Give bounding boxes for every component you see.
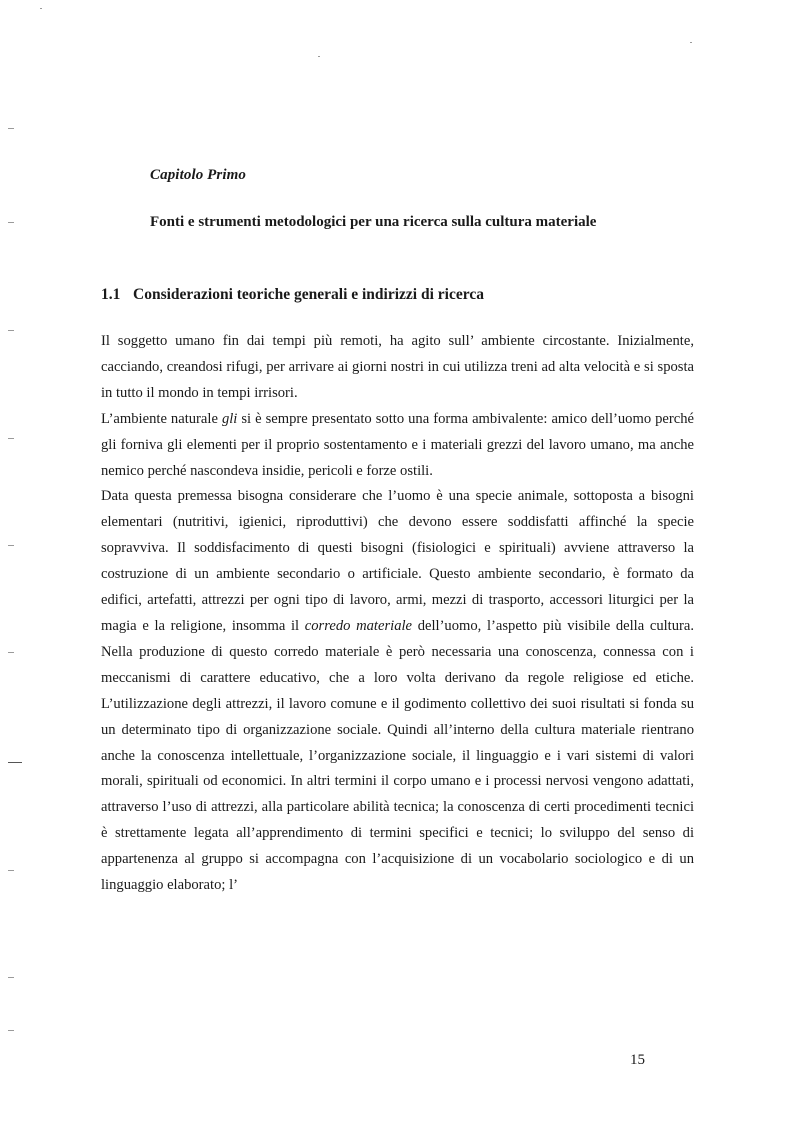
scan-mark [8, 977, 14, 978]
scan-mark [690, 42, 692, 43]
text-segment: si è sempre presentato sotto una forma ambivalente: amico dell’uomo perché gli forniva gli elementi per il proprio sostentamento e i materiali grezzi del lavoro umano, ma anche nemico perché nascondeva insidie, pericoli e forze ostili. [101, 410, 695, 479]
body-text [101, 329, 694, 899]
scan-mark [8, 330, 14, 331]
scan-mark [8, 652, 14, 653]
text-segment: Data questa premessa bisogna considerare che l’uomo è una specie animale, sottoposta a bisogni elementari (nutritivi, igienici, riproduttivi) che devono essere soddisfatti affinché la specie sopravviva. Il soddisfacimento di questi bisogni (fisiologici e spirituali) avviene attraverso la costruzione di un ambiente secondario o artificiale. Questo ambiente secondario, è formato da edifici, artefatti, attrezzi per ogni tipo di lavoro, armi, mezzi di trasporto, accessori liturgici per la magia e la religione, insomma il [101, 488, 694, 634]
paragraph [101, 407, 694, 485]
section-number: 1.1 [101, 286, 121, 303]
scan-mark [40, 8, 42, 9]
scan-mark [8, 438, 14, 439]
chapter-title: Fonti e strumenti metodologici per una ricerca sulla cultura materiale [150, 214, 597, 230]
text-segment: L’ambiente naturale [101, 410, 222, 427]
scan-mark [8, 545, 14, 546]
scan-mark [8, 762, 22, 763]
chapter-label: Capitolo Primo [150, 167, 246, 183]
scan-mark [8, 1030, 14, 1031]
italic-segment: gli [221, 410, 238, 427]
scan-mark [318, 56, 320, 57]
page-number: 15 [630, 1052, 645, 1068]
text-segment: Il soggetto umano fin dai tempi più remoti, ha agito sull’ ambiente circostante. Inizialmente, cacciando, creandosi rifugi, per arrivare ai giorni nostri in cui utilizza treni ad alta velocità e si sposta in tutto il mondo in tempi irrisori. [101, 333, 694, 401]
section-title: Considerazioni teoriche generali e indirizzi di ricerca [133, 286, 484, 303]
scan-mark [8, 870, 14, 871]
italic-segment: corredo materiale [304, 617, 413, 634]
paragraph [101, 329, 694, 407]
scan-mark [8, 128, 14, 129]
scan-mark [8, 222, 14, 223]
section-heading [101, 286, 484, 304]
text-segment: dell’uomo, l’aspetto più visibile della cultura. Nella produzione di questo corredo materiale è però necessaria una conoscenza, connessa con i meccanismi di carattere educativo, che a loro volta derivano da regole religiose ed etiche. L’utilizzazione degli attrezzi, il lavoro comune e il godimento collettivo dei suoi risultati si fonda su un determinato tipo di organizzazione sociale. Quindi all’interno della cultura materiale rientrano anche la conoscenza intellettuale, l’organizzazione sociale, il linguaggio e i vari sistemi di valori morali, spirituali od economici. In altri termini il corpo umano e i processi nervosi vengono adattati, attraverso l’uso di attrezzi, alla particolare abilità tecnica; la conoscenza di certi procedimenti tecnici è strettamente legata all’apprendimento di termini specifici e tecnici; lo sviluppo del senso di appartenenza al gruppo si accompagna con l’acquisizione di un vocabolario sociologico e di un linguaggio elaborato; l’ [101, 617, 695, 894]
paragraph [101, 484, 694, 899]
